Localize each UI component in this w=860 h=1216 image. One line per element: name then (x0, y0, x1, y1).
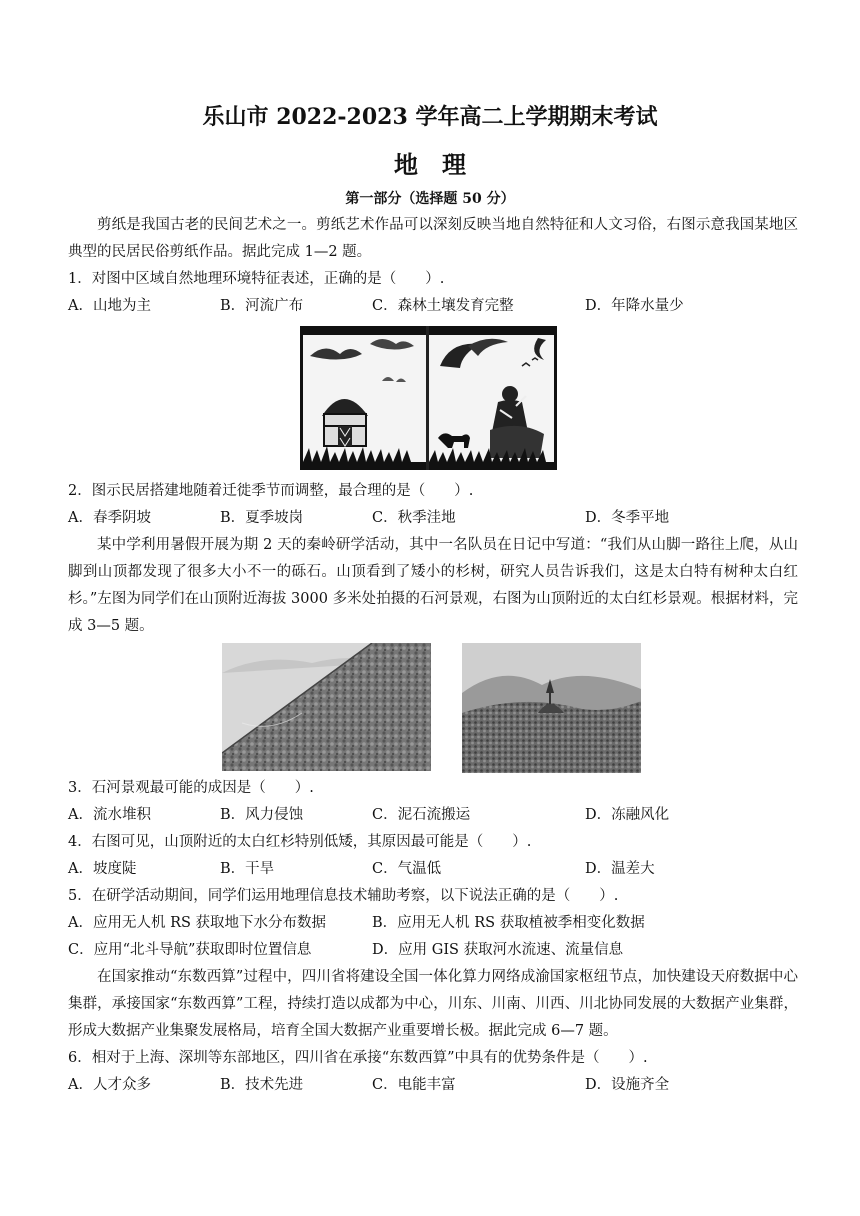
question-1-options (68, 293, 798, 320)
q4-option-a[interactable]: A．坡度陡 (68, 861, 137, 877)
stone-river-photo (222, 643, 431, 771)
q4-option-d[interactable]: D．温差大 (585, 861, 655, 877)
question-3-stem: 3．石河景观最可能的成因是（ ）. (68, 780, 314, 796)
q6-option-a[interactable]: A．人才众多 (68, 1077, 151, 1093)
question-4-stem: 4．右图可见，山顶附近的太白红杉特别低矮，其原因最可能是（ ）. (68, 834, 532, 850)
q4-option-b[interactable]: B．干旱 (220, 861, 275, 877)
q1-option-a[interactable]: A．山地为主 (68, 298, 151, 314)
q2-option-a[interactable]: A．春季阴坡 (68, 510, 151, 526)
q2-option-b[interactable]: B．夏季坡岗 (220, 510, 304, 526)
q3-option-c[interactable]: C．泥石流搬运 (372, 807, 471, 823)
q3-option-d[interactable]: D．冻融风化 (585, 807, 670, 823)
passage-1: 剪纸是我国古老的民间艺术之一。剪纸艺术作品可以深刻反映当地自然特征和人文习俗，右图示意我国某地区典型的民居民俗剪纸作品。据此完成 1—2 题。 (68, 217, 798, 260)
q1-option-c[interactable]: C．森林土壤发育完整 (372, 298, 514, 314)
exam-title: 乐山市 2022-2023 学年高二上学期期末考试 (202, 104, 658, 130)
question-2-options (68, 505, 798, 532)
question-6-stem: 6．相对于上海、深圳等东部地区，四川省在承接“东数西算”中具有的优势条件是（ ）. (68, 1050, 648, 1066)
taibai-larch-photo (462, 643, 641, 773)
q2-option-d[interactable]: D．冬季平地 (585, 510, 670, 526)
question-3-options (68, 802, 798, 829)
question-5-options-row2 (68, 937, 798, 964)
q5-option-a[interactable]: A．应用无人机 RS 获取地下水分布数据 (68, 915, 327, 931)
q5-option-b[interactable]: B．应用无人机 RS 获取植被季相变化数据 (372, 915, 645, 931)
question-5-options-row1 (68, 910, 798, 937)
q1-option-b[interactable]: B．河流广布 (220, 298, 304, 314)
q2-option-c[interactable]: C．秋季洼地 (372, 510, 456, 526)
q6-option-c[interactable]: C．电能丰富 (372, 1077, 456, 1093)
passage-3: 在国家推动“东数西算”过程中，四川省将建设全国一体化算力网络成渝国家枢纽节点，加快建设天府数据中心集群，承接国家“东数西算”工程，持续打造以成都为中心，川东、川南、川西、川北协同发展的大数据产业集群，形成大数据产业集聚发展格局，培育全国大数据产业重要增长极。据此完成 6—7 题。 (68, 969, 798, 1039)
q5-option-d[interactable]: D．应用 GIS 获取河水流速、流量信息 (372, 942, 624, 958)
q1-option-d[interactable]: D．年降水量少 (585, 298, 684, 314)
q3-option-a[interactable]: A．流水堆积 (68, 807, 151, 823)
question-4-options (68, 856, 798, 883)
passage-2: 某中学利用暑假开展为期 2 天的秦岭研学活动，其中一名队员在日记中写道：“我们从山脚一路往上爬，从山脚到山顶都发现了很多大小不一的砾石。山顶看到了矮小的杉树，研究人员告诉我们，这是太白特有树种太白红杉。”左图为同学们在山顶附近海拔 3000 多米处拍摄的石河景观，右图为山顶附近的太白红杉景观。根据材料，完成 3—5 题。 (68, 537, 798, 634)
question-1-stem: 1．对图中区域自然地理环境特征表述，正确的是（ ）. (68, 271, 445, 287)
section-heading: 第一部分（选择题 50 分） (345, 191, 515, 207)
q4-option-c[interactable]: C．气温低 (372, 861, 442, 877)
q6-option-b[interactable]: B．技术先进 (220, 1077, 304, 1093)
q3-option-b[interactable]: B．风力侵蚀 (220, 807, 304, 823)
subject-title: 地 理 (394, 150, 466, 179)
q5-option-c[interactable]: C．应用“北斗导航”获取即时位置信息 (68, 942, 312, 958)
q6-option-d[interactable]: D．设施齐全 (585, 1077, 670, 1093)
paper-cut-figure (300, 326, 557, 470)
question-5-stem: 5．在研学活动期间，同学们运用地理信息技术辅助考察，以下说法正确的是（ ）. (68, 888, 619, 904)
question-2-stem: 2．图示民居搭建地随着迁徙季节而调整，最合理的是（ ）. (68, 483, 474, 499)
question-6-options (68, 1072, 798, 1099)
